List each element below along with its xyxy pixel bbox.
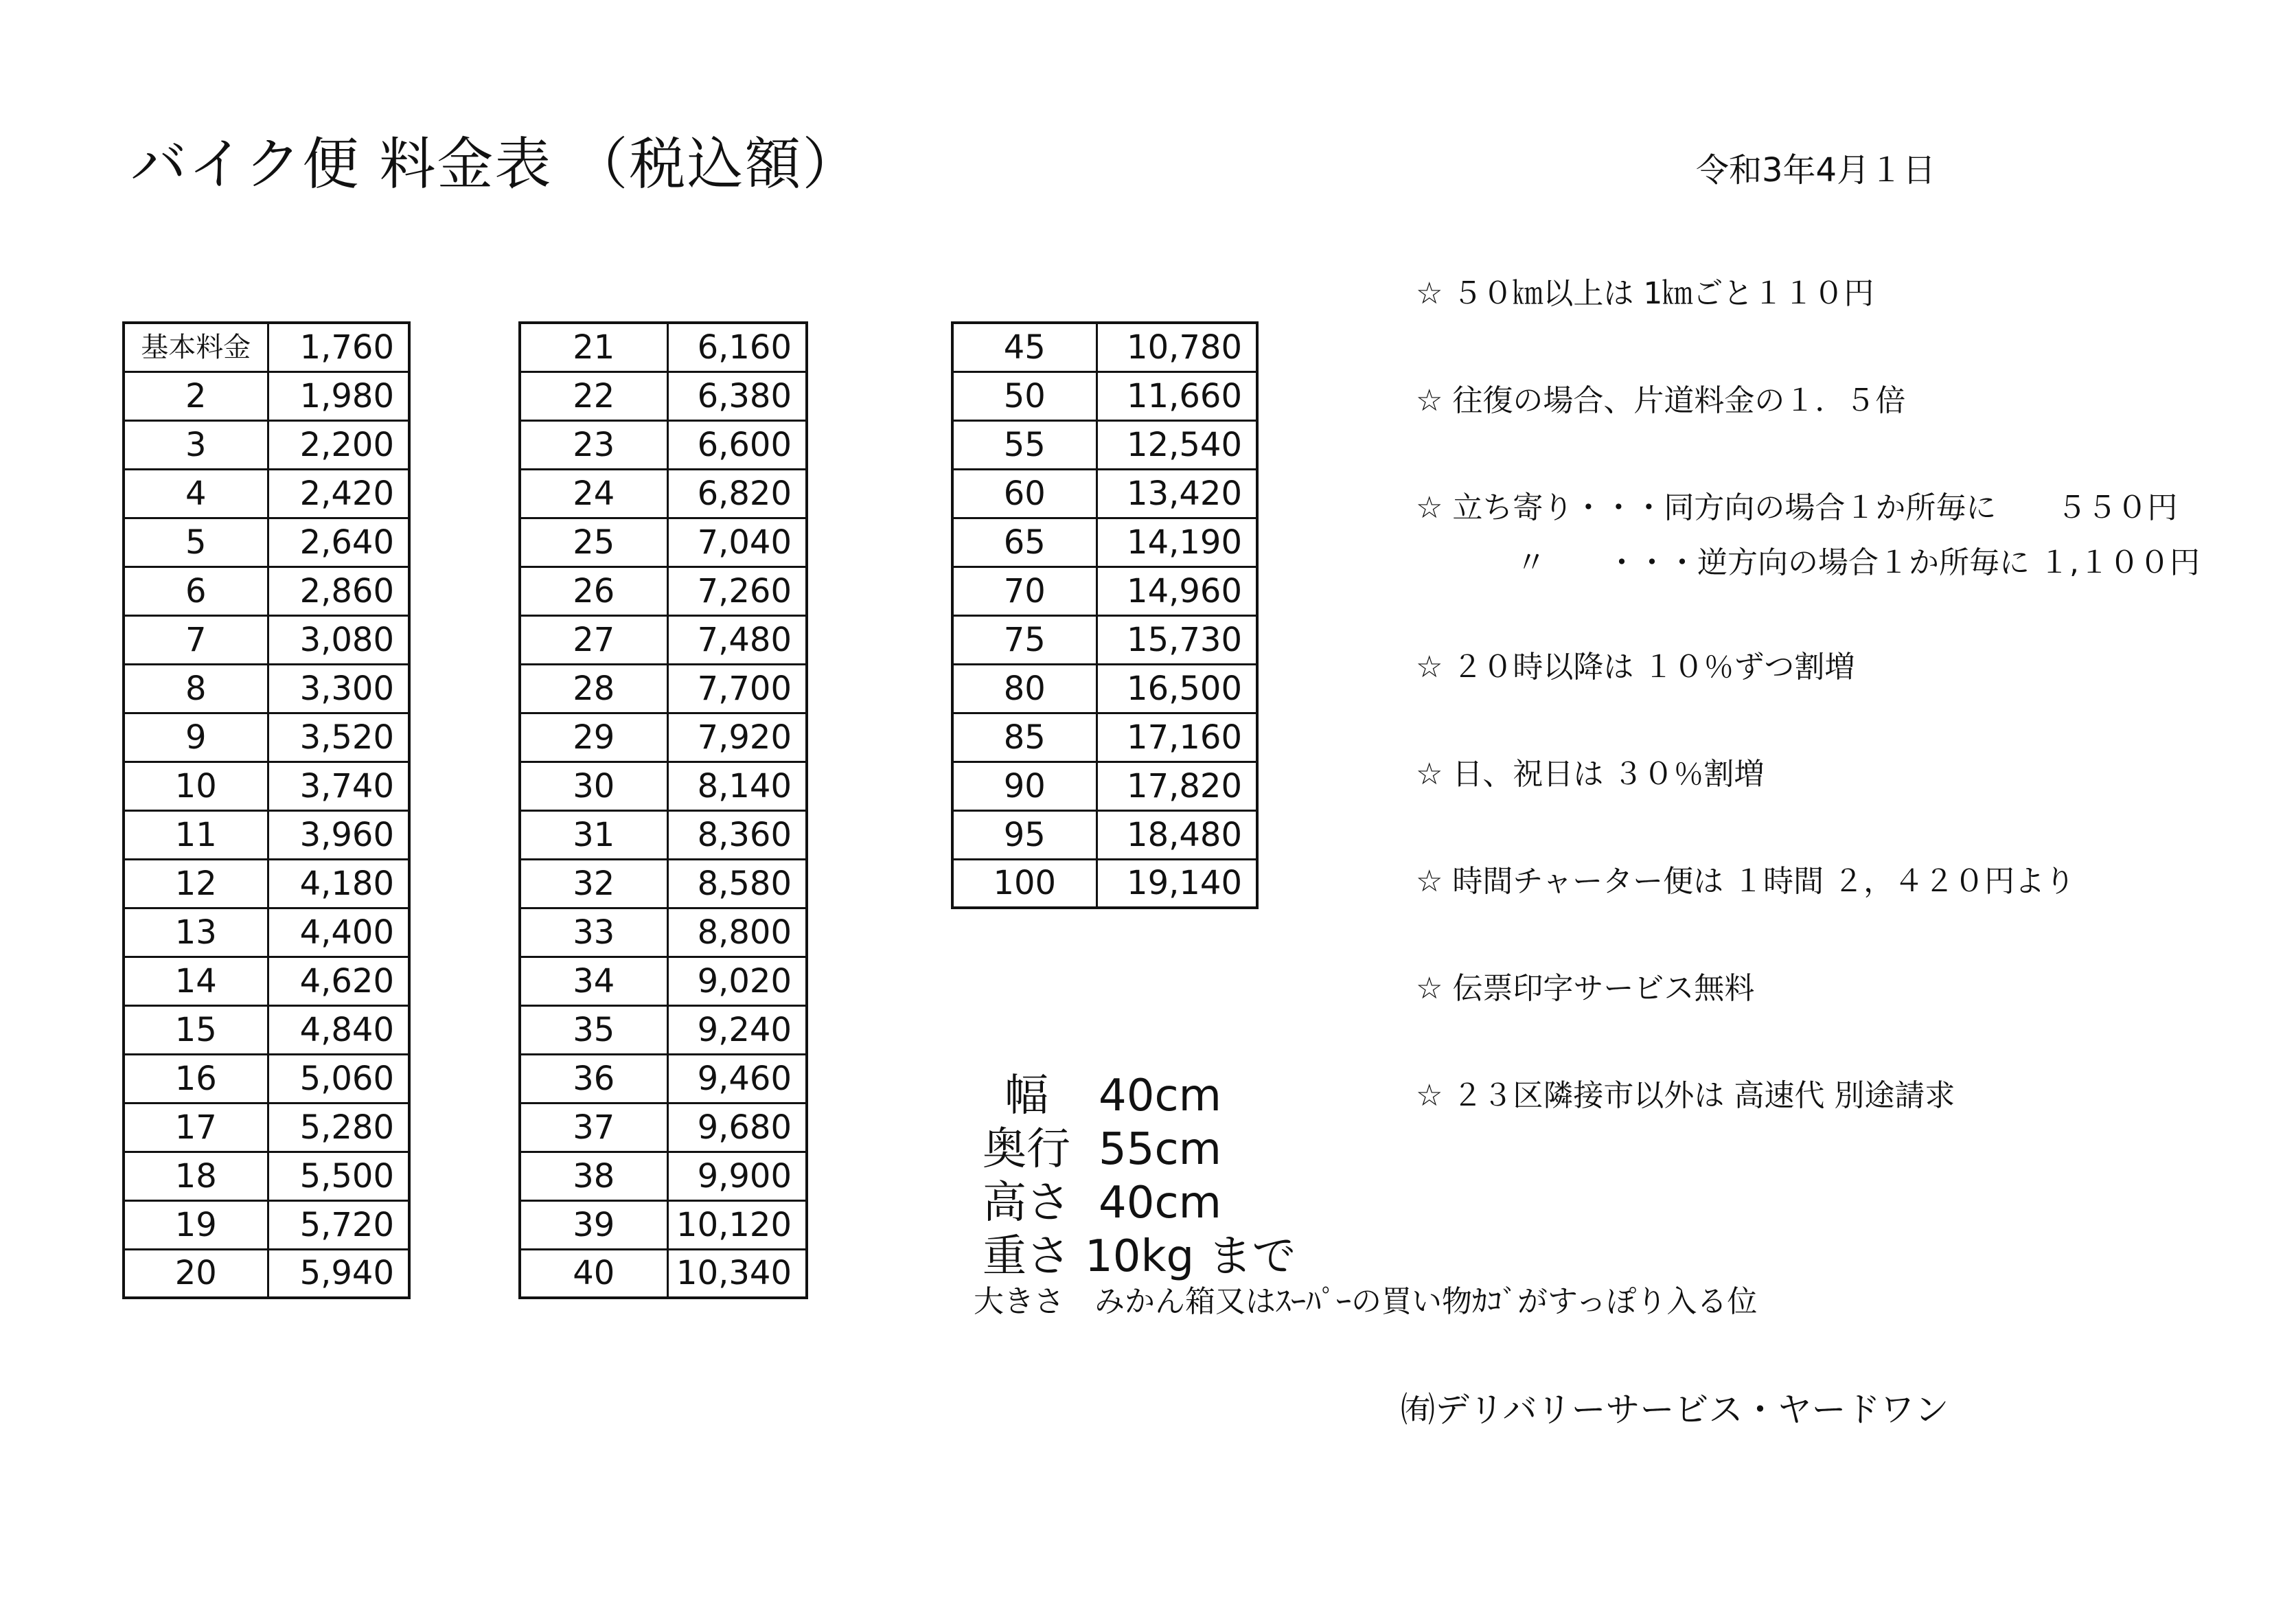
rate-row [124,1249,409,1298]
distance-cell: 90 [952,762,1097,810]
page-title: バイク便 料金表 （税込額） [130,132,860,197]
rate-row [124,567,409,615]
rate-row [124,518,409,567]
distance-cell: 17 [124,1103,268,1152]
price-cell: 8,580 [667,859,807,908]
distance-cell: 7 [124,615,268,664]
bag-weight [975,1231,1296,1283]
rate-row [520,1103,807,1152]
rate-row [124,713,409,762]
price-cell: 9,240 [667,1005,807,1054]
distance-cell: 22 [520,371,667,420]
rate-row [520,615,807,664]
price-cell: 17,820 [1097,762,1257,810]
price-cell: 5,500 [268,1152,409,1200]
rate-row [952,859,1257,908]
distance-cell: 85 [952,713,1097,762]
rate-row [124,810,409,859]
distance-cell: 23 [520,420,667,469]
distance-cell: 26 [520,567,667,615]
bag-height-label: 高さ [983,1178,1070,1228]
distance-cell: 39 [520,1200,667,1249]
distance-cell: 75 [952,615,1097,664]
bag-weight-label: 重さ [983,1231,1070,1282]
price-cell: 10,340 [667,1249,807,1298]
note-after-20: ☆ ２０時以降は １０％ずつ割増 [1416,650,1855,685]
rate-row [520,1054,807,1103]
price-cell: 4,180 [268,859,409,908]
price-cell: 18,480 [1097,810,1257,859]
rate-row [520,908,807,957]
rate-row [520,469,807,518]
distance-cell: 50 [952,371,1097,420]
rate-row [952,762,1257,810]
note-highway: ☆ ２３区隣接市以外は 高速代 別途請求 [1416,1078,1955,1113]
price-cell: 2,860 [268,567,409,615]
price-cell: 6,600 [667,420,807,469]
rate-row [520,420,807,469]
price-cell: 4,400 [268,908,409,957]
rate-row [520,664,807,713]
rate-row [124,957,409,1005]
rate-row [520,957,807,1005]
distance-cell: 10 [124,762,268,810]
rate-row [520,810,807,859]
bag-width-label: 幅 [1004,1071,1048,1121]
price-cell: 7,700 [667,664,807,713]
rate-row [952,469,1257,518]
price-cell: 5,280 [268,1103,409,1152]
rate-row [952,371,1257,420]
rate-row [124,420,409,469]
bag-depth-value: 55cm [1099,1124,1221,1175]
distance-cell: 4 [124,469,268,518]
rate-row [952,664,1257,713]
price-cell: 8,360 [667,810,807,859]
note-charter: ☆ 時間チャーター便は １時間 ２，４２０円より [1416,864,2076,899]
distance-cell: 29 [520,713,667,762]
distance-cell: 70 [952,567,1097,615]
price-cell: 7,920 [667,713,807,762]
price-cell: 8,800 [667,908,807,957]
company-name: ㈲デリバリーサービス・ヤードワン [1401,1390,1949,1430]
price-cell: 5,940 [268,1249,409,1298]
price-cell: 10,120 [667,1200,807,1249]
distance-cell: 2 [124,371,268,420]
rate-row [520,1249,807,1298]
price-cell: 7,480 [667,615,807,664]
bag-width [975,1070,1221,1122]
distance-cell: 25 [520,518,667,567]
price-cell: 3,300 [268,664,409,713]
bag-weight-value: 10kg まで [1085,1231,1296,1282]
distance-cell: 34 [520,957,667,1005]
distance-cell: 32 [520,859,667,908]
price-cell: 10,780 [1097,323,1257,371]
price-cell: 16,500 [1097,664,1257,713]
bag-height-value: 40cm [1099,1178,1221,1228]
price-cell: 14,960 [1097,567,1257,615]
distance-cell: 16 [124,1054,268,1103]
rate-row [124,664,409,713]
rate-row [952,567,1257,615]
price-cell: 3,520 [268,713,409,762]
distance-cell: 21 [520,323,667,371]
rate-row [124,1103,409,1152]
price-cell: 6,380 [667,371,807,420]
distance-cell: 37 [520,1103,667,1152]
rate-row [952,420,1257,469]
note-stopover-opposite: 〃 ・・・逆方向の場合１か所毎に １,１００円 [1516,545,2200,580]
price-cell: 6,820 [667,469,807,518]
rate-row [520,1200,807,1249]
distance-cell: 30 [520,762,667,810]
price-cell: 2,200 [268,420,409,469]
rate-row [520,713,807,762]
price-cell: 19,140 [1097,859,1257,908]
distance-cell: 19 [124,1200,268,1249]
rate-row [124,1054,409,1103]
distance-cell: 100 [952,859,1097,908]
distance-cell: 15 [124,1005,268,1054]
rate-row [124,469,409,518]
price-cell: 9,680 [667,1103,807,1152]
distance-cell: 11 [124,810,268,859]
distance-cell: 33 [520,908,667,957]
distance-cell: 40 [520,1249,667,1298]
price-cell: 9,900 [667,1152,807,1200]
rate-row [124,615,409,664]
distance-cell: 80 [952,664,1097,713]
distance-cell: 基本料金 [124,323,268,371]
price-cell: 9,460 [667,1054,807,1103]
rate-row [124,371,409,420]
rate-table-2 [518,321,808,1299]
price-cell: 3,080 [268,615,409,664]
rate-row [124,1200,409,1249]
distance-cell: 38 [520,1152,667,1200]
note-roundtrip: ☆ 往復の場合、片道料金の１．５倍 [1416,383,1906,418]
price-cell: 11,660 [1097,371,1257,420]
distance-cell: 6 [124,567,268,615]
distance-cell: 18 [124,1152,268,1200]
price-cell: 4,840 [268,1005,409,1054]
rate-table-3 [951,321,1259,909]
price-cell: 5,720 [268,1200,409,1249]
rate-row [952,713,1257,762]
rate-row [520,323,807,371]
distance-cell: 31 [520,810,667,859]
bag-size-note: 大きさ みかん箱又はｽｰﾊﾟｰの買い物ｶｺﾞがすっぽり入る位 [974,1284,1758,1319]
rate-row [124,323,409,371]
distance-cell: 13 [124,908,268,957]
distance-cell: 55 [952,420,1097,469]
rate-row [520,567,807,615]
rate-row [952,323,1257,371]
price-cell: 1,760 [268,323,409,371]
distance-cell: 45 [952,323,1097,371]
price-cell: 13,420 [1097,469,1257,518]
distance-cell: 36 [520,1054,667,1103]
bag-depth-label: 奥行 [983,1124,1070,1175]
rate-row [124,762,409,810]
distance-cell: 14 [124,957,268,1005]
bag-width-value: 40cm [1099,1071,1221,1121]
distance-cell: 8 [124,664,268,713]
bag-height [975,1177,1221,1229]
rate-table-1 [122,321,411,1299]
distance-cell: 60 [952,469,1097,518]
price-cell: 2,420 [268,469,409,518]
note-stopover-same: ☆ 立ち寄り・・・同方向の場合１か所毎に ５５０円 [1416,490,2178,525]
rate-row [124,859,409,908]
note-holiday: ☆ 日、祝日は ３０％割増 [1416,757,1765,792]
rate-row [124,1152,409,1200]
distance-cell: 12 [124,859,268,908]
rate-row [520,762,807,810]
issue-date: 令和3年4月１日 [1696,151,1936,190]
rate-row [520,371,807,420]
rate-row [952,615,1257,664]
price-cell: 3,960 [268,810,409,859]
distance-cell: 5 [124,518,268,567]
rate-row [952,810,1257,859]
rate-row [952,518,1257,567]
distance-cell: 27 [520,615,667,664]
distance-cell: 95 [952,810,1097,859]
note-over-50km: ☆ ５０㎞以上は 1㎞ごと１１０円 [1416,276,1874,311]
price-cell: 8,140 [667,762,807,810]
distance-cell: 65 [952,518,1097,567]
price-cell: 5,060 [268,1054,409,1103]
price-cell: 2,640 [268,518,409,567]
distance-cell: 9 [124,713,268,762]
price-cell: 7,040 [667,518,807,567]
rate-row [520,859,807,908]
price-cell: 14,190 [1097,518,1257,567]
rate-row [520,1005,807,1054]
price-cell: 6,160 [667,323,807,371]
note-slip: ☆ 伝票印字サービス無料 [1416,971,1755,1006]
price-cell: 12,540 [1097,420,1257,469]
distance-cell: 35 [520,1005,667,1054]
price-cell: 4,620 [268,957,409,1005]
bag-depth [975,1123,1221,1176]
price-cell: 9,020 [667,957,807,1005]
price-cell: 1,980 [268,371,409,420]
rate-row [520,518,807,567]
distance-cell: 24 [520,469,667,518]
rate-row [124,1005,409,1054]
price-cell: 7,260 [667,567,807,615]
distance-cell: 20 [124,1249,268,1298]
price-cell: 15,730 [1097,615,1257,664]
distance-cell: 28 [520,664,667,713]
rate-row [520,1152,807,1200]
price-cell: 3,740 [268,762,409,810]
price-cell: 17,160 [1097,713,1257,762]
distance-cell: 3 [124,420,268,469]
rate-row [124,908,409,957]
